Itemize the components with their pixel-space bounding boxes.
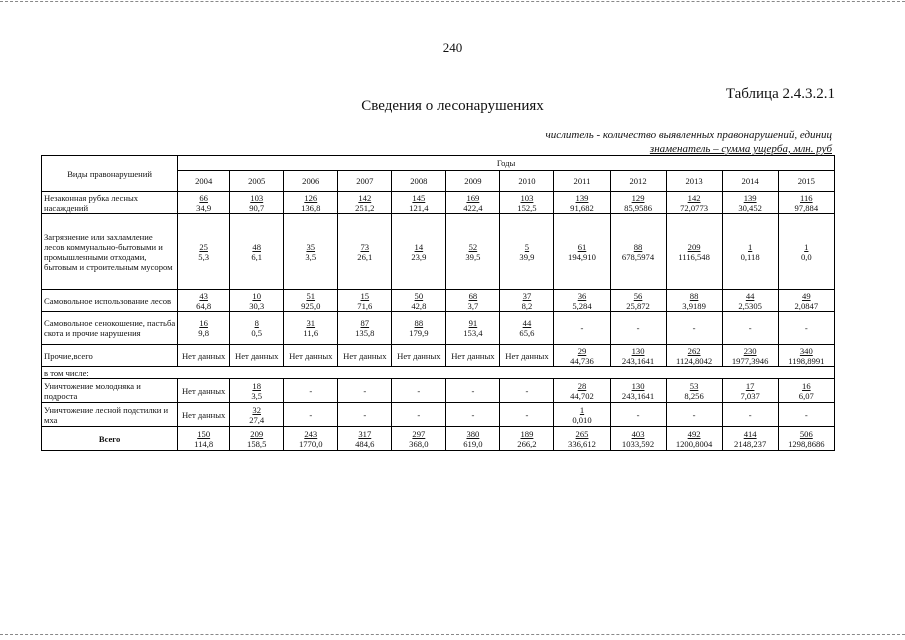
- damage-amount: 136,8: [301, 202, 321, 213]
- value-cell: [392, 290, 446, 312]
- violations-count: 103: [520, 192, 534, 203]
- violations-count: 8: [254, 318, 259, 328]
- damage-amount: 1298,8686: [788, 438, 825, 449]
- value-cell: [610, 345, 666, 367]
- damage-amount: 3,7: [467, 300, 479, 311]
- year-header: 2013: [666, 171, 722, 192]
- damage-amount: 27,4: [249, 414, 265, 425]
- value-cell: [230, 290, 284, 312]
- value-cell: [666, 345, 722, 367]
- violations-count: 243: [304, 428, 318, 439]
- damage-amount: 1124,8042: [675, 355, 713, 366]
- value-cell: [230, 427, 284, 451]
- violations-count: 340: [799, 345, 813, 356]
- violations-count: 317: [358, 428, 372, 439]
- violations-count: 265: [575, 428, 589, 439]
- violations-count: 5: [524, 241, 530, 252]
- year-header: 2012: [610, 171, 666, 192]
- violations-count: 403: [631, 428, 645, 439]
- damage-amount: 135,8: [355, 328, 375, 338]
- empty-cell: -: [284, 403, 338, 427]
- no-data-cell: Нет данных: [500, 345, 554, 367]
- value-cell: [666, 214, 722, 290]
- violation-kind: Уничтожение лесной подстилки и мха: [42, 403, 178, 427]
- year-header: 2014: [722, 171, 778, 192]
- value-cell: [554, 379, 610, 403]
- damage-amount: 179,9: [409, 328, 429, 338]
- value-cell: [778, 290, 834, 312]
- value-cell: [446, 214, 500, 290]
- damage-amount: 30,452: [738, 202, 762, 213]
- damage-amount: 925,0: [301, 300, 321, 311]
- value-cell: [778, 192, 834, 214]
- violations-count: 37: [522, 290, 532, 301]
- table-row: [42, 214, 835, 290]
- value-cell: [178, 214, 230, 290]
- violations-count: 15: [360, 290, 370, 301]
- value-cell: [500, 192, 554, 214]
- no-data-cell: Нет данных: [338, 345, 392, 367]
- value-cell: [554, 192, 610, 214]
- value-cell: [392, 427, 446, 451]
- header-years: Годы: [178, 156, 835, 171]
- damage-amount: 6,1: [251, 251, 263, 262]
- violations-count: 16: [199, 318, 208, 328]
- table-id: Таблица 2.4.3.2.1: [725, 86, 835, 102]
- violations-count: 52: [468, 241, 478, 252]
- value-cell: [284, 427, 338, 451]
- damage-amount: 3,9189: [682, 300, 706, 311]
- violations-count: 16: [802, 380, 811, 391]
- value-cell: [284, 192, 338, 214]
- value-cell: [284, 312, 338, 345]
- violations-count: 230: [743, 345, 757, 356]
- damage-amount: 1116,548: [678, 251, 710, 262]
- value-cell: [338, 312, 392, 345]
- violations-count: 36: [577, 290, 587, 301]
- year-header: 2009: [446, 171, 500, 192]
- value-cell: [338, 214, 392, 290]
- value-cell: [446, 192, 500, 214]
- violations-count: 139: [743, 192, 757, 203]
- violations-count: 61: [577, 241, 587, 252]
- empty-cell: -: [284, 379, 338, 403]
- empty-cell: -: [500, 403, 554, 427]
- damage-amount: 9,8: [198, 328, 210, 338]
- violations-count: 73: [360, 241, 370, 252]
- document-title: Сведения о лесонарушениях: [361, 98, 544, 114]
- violations-count: 50: [414, 290, 424, 301]
- empty-cell: -: [554, 312, 610, 345]
- damage-amount: 42,8: [411, 300, 427, 311]
- table-row: [42, 403, 835, 427]
- empty-cell: -: [666, 312, 722, 345]
- damage-amount: 6,07: [798, 390, 814, 401]
- value-cell: [392, 192, 446, 214]
- violations-count: 209: [250, 428, 264, 439]
- value-cell: [230, 312, 284, 345]
- value-cell: [230, 379, 284, 403]
- violations-count: 51: [306, 290, 316, 301]
- year-header: 2008: [392, 171, 446, 192]
- violations-count: 297: [412, 428, 426, 439]
- value-cell: [178, 427, 230, 451]
- damage-amount: 243,1641: [621, 355, 655, 366]
- value-cell: [446, 290, 500, 312]
- no-data-cell: Нет данных: [178, 345, 230, 367]
- damage-amount: 121,4: [409, 202, 429, 213]
- no-data-cell: Нет данных: [446, 345, 500, 367]
- violations-count: 142: [358, 192, 372, 203]
- damage-amount: 3,5: [251, 390, 263, 401]
- violations-count: 142: [687, 192, 701, 203]
- value-cell: [392, 312, 446, 345]
- violations-count: 31: [306, 318, 316, 328]
- violations-count: 139: [575, 192, 589, 203]
- value-cell: [722, 192, 778, 214]
- violations-count: 1: [747, 241, 753, 252]
- violation-kind: Уничтожение молодняка и подроста: [42, 379, 178, 403]
- scan-edge-bottom: [0, 634, 905, 635]
- damage-amount: 152,5: [517, 202, 537, 213]
- value-cell: [778, 345, 834, 367]
- value-cell: [554, 403, 610, 427]
- damage-amount: 5,3: [198, 251, 210, 262]
- damage-amount: 3,5: [305, 251, 317, 262]
- value-cell: [178, 192, 230, 214]
- empty-cell: -: [338, 379, 392, 403]
- violations-count: 35: [306, 241, 316, 252]
- value-cell: [284, 214, 338, 290]
- violations-count: 49: [802, 290, 811, 301]
- damage-amount: 0,5: [251, 328, 263, 338]
- value-cell: [554, 290, 610, 312]
- damage-amount: 114,8: [194, 438, 214, 449]
- scan-edge-top: [0, 1, 905, 2]
- year-header: 2005: [230, 171, 284, 192]
- violations-count: 53: [689, 380, 699, 391]
- violations-count: 88: [689, 290, 699, 301]
- value-cell: [500, 427, 554, 451]
- empty-cell: -: [392, 379, 446, 403]
- no-data-cell: Нет данных: [178, 403, 230, 427]
- value-cell: [610, 379, 666, 403]
- value-cell: [554, 345, 610, 367]
- damage-amount: 90,7: [249, 202, 265, 213]
- value-cell: [392, 214, 446, 290]
- empty-cell: -: [722, 312, 778, 345]
- violations-count: 87: [360, 318, 370, 328]
- damage-amount: 266,2: [517, 438, 537, 449]
- value-cell: [500, 312, 554, 345]
- legend-numerator: числитель - количество выявленных правонарушений, единиц: [545, 129, 832, 141]
- violations-count: 1: [804, 241, 809, 252]
- violations-count: 130: [631, 380, 645, 391]
- violations-count: 103: [250, 192, 264, 203]
- damage-amount: 8,256: [684, 390, 704, 401]
- damage-amount: 8,2: [521, 300, 533, 311]
- value-cell: [178, 312, 230, 345]
- damage-amount: 619,0: [463, 438, 483, 449]
- no-data-cell: Нет данных: [284, 345, 338, 367]
- violations-count: 492: [687, 428, 701, 439]
- subheader-label: в том числе:: [42, 367, 835, 379]
- damage-amount: 368,0: [409, 438, 429, 449]
- damage-amount: 30,3: [249, 300, 265, 311]
- violations-count: 18: [252, 380, 261, 391]
- violations-count: 48: [252, 241, 261, 252]
- violations-count: 88: [414, 318, 424, 328]
- violations-count: 43: [199, 290, 208, 301]
- violations-count: 25: [199, 241, 208, 252]
- empty-cell: -: [446, 403, 500, 427]
- violations-count: 17: [745, 380, 755, 391]
- value-cell: [446, 427, 500, 451]
- empty-cell: -: [778, 403, 834, 427]
- violations-count: 150: [197, 428, 211, 439]
- damage-amount: 1033,592: [621, 438, 655, 449]
- year-header: 2011: [554, 171, 610, 192]
- violations-count: 209: [687, 241, 701, 252]
- damage-amount: 71,6: [357, 300, 373, 311]
- violations-count: 44: [745, 290, 755, 301]
- damage-amount: 422,4: [463, 202, 483, 213]
- year-header: 2007: [338, 171, 392, 192]
- violation-kind: Самовольное использование лесов: [42, 290, 178, 312]
- damage-amount: 243,1641: [621, 390, 655, 401]
- value-cell: [722, 379, 778, 403]
- violations-count: 14: [414, 241, 424, 252]
- value-cell: [666, 192, 722, 214]
- damage-amount: 2,5305: [738, 300, 762, 311]
- damage-amount: 5,284: [572, 300, 592, 311]
- value-cell: [284, 290, 338, 312]
- empty-cell: -: [666, 403, 722, 427]
- empty-cell: -: [392, 403, 446, 427]
- violation-kind: Всего: [42, 427, 178, 451]
- value-cell: [610, 192, 666, 214]
- damage-amount: 39,5: [465, 251, 481, 262]
- damage-amount: 25,872: [626, 300, 650, 311]
- value-cell: [500, 290, 554, 312]
- damage-amount: 11,6: [303, 328, 319, 338]
- violations-count: 145: [412, 192, 426, 203]
- subheader-row: [42, 367, 835, 379]
- damage-amount: 2148,237: [734, 438, 767, 449]
- violations-count: 28: [577, 380, 587, 391]
- table-row: [42, 312, 835, 345]
- damage-amount: 72,0773: [680, 202, 709, 213]
- value-cell: [610, 290, 666, 312]
- value-cell: [230, 403, 284, 427]
- empty-cell: -: [610, 403, 666, 427]
- empty-cell: -: [610, 312, 666, 345]
- empty-cell: -: [778, 312, 834, 345]
- value-cell: [338, 427, 392, 451]
- damage-amount: 44,702: [570, 390, 594, 401]
- damage-amount: 39,9: [519, 251, 535, 262]
- damage-amount: 2,0847: [794, 300, 819, 311]
- violations-count: 66: [199, 192, 208, 203]
- violations-count: 130: [631, 345, 645, 356]
- damage-amount: 678,5974: [621, 251, 655, 262]
- damage-amount: 23,9: [411, 251, 427, 262]
- damage-amount: 1770,0: [298, 438, 323, 449]
- legend: [545, 128, 832, 156]
- damage-amount: 251,2: [355, 202, 375, 213]
- empty-cell: -: [338, 403, 392, 427]
- violations-count: 126: [304, 192, 318, 203]
- violations-count: 88: [633, 241, 643, 252]
- table-row: [42, 379, 835, 403]
- damage-amount: 26,1: [357, 251, 373, 262]
- violations-count: 32: [252, 404, 261, 415]
- violations-table: [41, 155, 835, 451]
- violation-kind: Прочие,всего: [42, 345, 178, 367]
- damage-amount: 0,0: [800, 251, 812, 262]
- year-header: 2015: [778, 171, 834, 192]
- damage-amount: 153,4: [463, 328, 483, 338]
- value-cell: [338, 290, 392, 312]
- damage-amount: 1977,3946: [731, 355, 769, 366]
- damage-amount: 34,9: [196, 202, 212, 213]
- damage-amount: 484,6: [355, 438, 375, 449]
- empty-cell: -: [446, 379, 500, 403]
- value-cell: [722, 290, 778, 312]
- value-cell: [778, 427, 834, 451]
- damage-amount: 97,884: [794, 202, 819, 213]
- value-cell: [666, 290, 722, 312]
- violations-count: 29: [577, 345, 587, 356]
- violations-count: 44: [522, 318, 532, 328]
- damage-amount: 91,682: [570, 202, 594, 213]
- violations-count: 129: [631, 192, 645, 203]
- value-cell: [178, 290, 230, 312]
- damage-amount: 1200,8004: [675, 438, 713, 449]
- value-cell: [554, 214, 610, 290]
- total-row: [42, 427, 835, 451]
- value-cell: [230, 214, 284, 290]
- damage-amount: 7,037: [740, 390, 760, 401]
- damage-amount: 1198,8991: [788, 355, 825, 366]
- violations-count: 1: [579, 404, 585, 415]
- value-cell: [500, 214, 554, 290]
- table-body: [42, 192, 835, 451]
- violations-count: 414: [743, 428, 757, 439]
- damage-amount: 0,010: [572, 414, 592, 425]
- violations-count: 56: [633, 290, 643, 301]
- value-cell: [778, 214, 834, 290]
- value-cell: [778, 379, 834, 403]
- value-cell: [446, 312, 500, 345]
- no-data-cell: Нет данных: [230, 345, 284, 367]
- legend-denominator: знаменатель – сумма ущерба, млн. руб: [649, 143, 832, 155]
- violations-count: 262: [687, 345, 701, 356]
- table-row: [42, 345, 835, 367]
- empty-cell: -: [722, 403, 778, 427]
- table-row: [42, 192, 835, 214]
- violations-count: 189: [520, 428, 534, 439]
- violations-count: 10: [252, 290, 261, 301]
- header-kind: Виды правонарушений: [42, 156, 178, 192]
- table-row: [42, 290, 835, 312]
- no-data-cell: Нет данных: [392, 345, 446, 367]
- damage-amount: 0,118: [740, 251, 760, 262]
- violation-kind: Самовольное сенокошение, пастьба скота и прочие нарушения: [42, 312, 178, 345]
- value-cell: [554, 427, 610, 451]
- empty-cell: -: [500, 379, 554, 403]
- damage-amount: 158,5: [247, 438, 267, 449]
- year-header: 2006: [284, 171, 338, 192]
- year-header: 2004: [178, 171, 230, 192]
- damage-amount: 65,6: [519, 328, 535, 338]
- value-cell: [610, 427, 666, 451]
- year-header: 2010: [500, 171, 554, 192]
- violation-kind: Незаконная рубка лесных насаждений: [42, 192, 178, 214]
- value-cell: [722, 427, 778, 451]
- page-number: 240: [442, 40, 463, 55]
- no-data-cell: Нет данных: [178, 379, 230, 403]
- value-cell: [722, 214, 778, 290]
- violations-count: 506: [799, 428, 813, 439]
- damage-amount: 336,612: [568, 438, 596, 449]
- violation-kind: Загрязнение или захламление лесов коммунально-бытовыми и промышленными отходами, бытовым и строительным мусором: [42, 214, 178, 290]
- violations-count: 68: [468, 290, 478, 301]
- violations-count: 380: [466, 428, 480, 439]
- value-cell: [666, 427, 722, 451]
- value-cell: [610, 214, 666, 290]
- value-cell: [666, 379, 722, 403]
- value-cell: [722, 345, 778, 367]
- violations-count: 169: [466, 192, 480, 203]
- value-cell: [338, 192, 392, 214]
- damage-amount: 194,910: [568, 251, 596, 262]
- violations-count: 116: [800, 192, 813, 203]
- damage-amount: 64,8: [196, 300, 212, 311]
- value-cell: [230, 192, 284, 214]
- damage-amount: 44,736: [570, 355, 594, 366]
- violations-count: 91: [468, 318, 478, 328]
- damage-amount: 85,9586: [624, 202, 652, 213]
